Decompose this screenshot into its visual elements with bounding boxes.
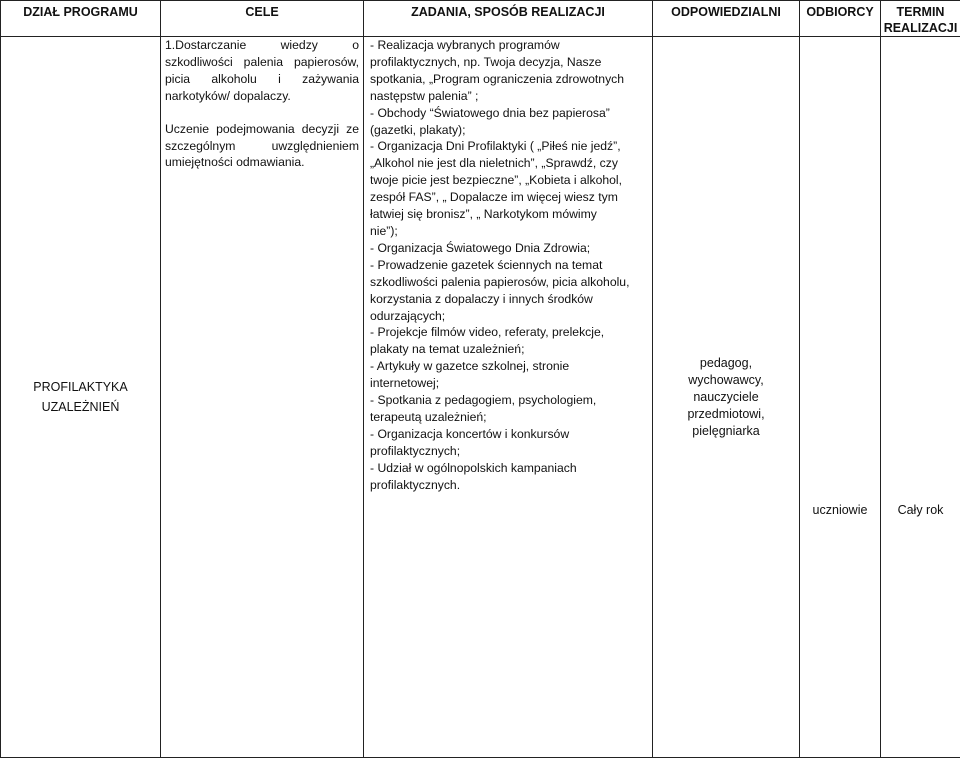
task-line: profilaktycznych, np. Twoja decyzja, Nasze xyxy=(370,54,648,71)
task-line: - Prowadzenie gazetek ściennych na temat xyxy=(370,257,648,274)
task-line: spotkania, „Program ograniczenia zdrowotnych xyxy=(370,71,648,88)
task-line: szkodliwości palenia papierosów, picia alkoholu, xyxy=(370,274,648,291)
responsible-list xyxy=(653,355,799,440)
recipients-text: uczniowie xyxy=(800,502,880,519)
responsible-line: przedmiotowi, xyxy=(653,406,799,423)
task-line: - Realizacja wybranych programów xyxy=(370,37,648,54)
task-line: - Spotkania z pedagogiem, psychologiem, xyxy=(370,392,648,409)
task-line: internetowej; xyxy=(370,375,648,392)
task-line: profilaktycznych. xyxy=(370,477,648,494)
task-line: twoje picie jest bezpieczne”, „Kobieta i alkohol, xyxy=(370,172,648,189)
section-title-line1: PROFILAKTYKA xyxy=(33,380,127,394)
header-row xyxy=(1,1,960,37)
task-line: - Organizacja Światowego Dnia Zdrowia; xyxy=(370,240,648,257)
term-cell xyxy=(881,37,960,758)
task-line: odurzających; xyxy=(370,308,648,325)
section-cell xyxy=(1,37,161,758)
responsible-line: pedagog, xyxy=(653,355,799,372)
task-line: nie”); xyxy=(370,223,648,240)
header-termin xyxy=(881,1,960,37)
task-line: - Obchody “Światowego dnia bez papierosa” xyxy=(370,105,648,122)
header-dzial: DZIAŁ PROGRAMU xyxy=(1,1,161,37)
section-title-line2: UZALEŻNIEŃ xyxy=(42,400,120,414)
term-text: Cały rok xyxy=(881,502,960,519)
responsible-line: pielęgniarka xyxy=(653,423,799,440)
header-odbiorcy: ODBIORCY xyxy=(800,1,881,37)
task-line: - Projekcje filmów video, referaty, prelekcje, xyxy=(370,324,648,341)
goals-cell xyxy=(161,37,364,758)
responsible-line: nauczyciele xyxy=(653,389,799,406)
header-zadania: ZADANIA, SPOSÓB REALIZACJI xyxy=(364,1,653,37)
task-line: plakaty na temat uzależnień; xyxy=(370,341,648,358)
task-line: „Alkohol nie jest dla nieletnich”, „Sprawdź, czy xyxy=(370,155,648,172)
task-line: - Organizacja koncertów i konkursów xyxy=(370,426,648,443)
goal-2: Uczenie podejmowania decyzji ze szczególnym uwzględnieniem umiejętności odmawiania. xyxy=(165,121,359,172)
task-line: następstw palenia” ; xyxy=(370,88,648,105)
task-line: korzystania z dopalaczy i innych środków xyxy=(370,291,648,308)
goal-1: 1.Dostarczanie wiedzy o szkodliwości palenia papierosów, picia alkoholu i zażywania narkotyków/ dopalaczy. xyxy=(165,37,359,105)
tasks-cell xyxy=(364,37,653,758)
header-termin-line1: TERMIN xyxy=(897,5,945,19)
task-line: terapeutą uzależnień; xyxy=(370,409,648,426)
task-line: profilaktycznych; xyxy=(370,443,648,460)
table-row xyxy=(1,37,960,758)
task-line: zespół FAS”, „ Dopalacze im więcej wiesz tym xyxy=(370,189,648,206)
responsible-cell xyxy=(653,37,800,758)
task-line: - Udział w ogólnopolskich kampaniach xyxy=(370,460,648,477)
task-line: łatwiej się bronisz”, „ Narkotykom mówimy xyxy=(370,206,648,223)
header-termin-line2: REALIZACJI xyxy=(884,21,958,35)
header-cele: CELE xyxy=(161,1,364,37)
tasks-list xyxy=(364,37,652,493)
task-line: - Artykuły w gazetce szkolnej, stronie xyxy=(370,358,648,375)
responsible-line: wychowawcy, xyxy=(653,372,799,389)
recipients-cell xyxy=(800,37,881,758)
task-line: - Organizacja Dni Profilaktyki ( „Piłeś nie jedź”, xyxy=(370,138,648,155)
task-line: (gazetki, plakaty); xyxy=(370,122,648,139)
header-odpowiedzialni: ODPOWIEDZIALNI xyxy=(653,1,800,37)
